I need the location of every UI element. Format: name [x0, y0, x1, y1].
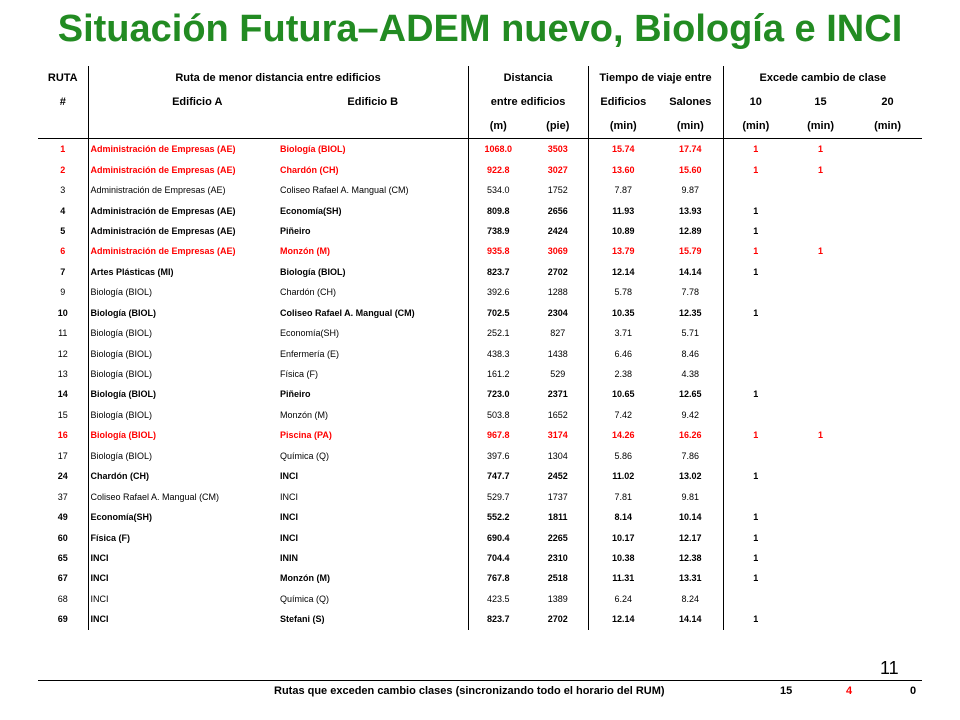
cell-distancia-pie: 1652 — [547, 409, 568, 420]
cell-distancia-pie: 1288 — [547, 287, 568, 298]
cell-distancia-pie: 2452 — [547, 471, 568, 482]
cell-excede-10: 1 — [723, 568, 788, 588]
cell-distancia-m: 690.4 — [468, 527, 528, 547]
cell-edificio-b: INCI — [280, 471, 298, 482]
page-number: 11 — [880, 658, 899, 678]
cell-tiempo-edificios: 5.86 — [588, 446, 658, 466]
cell-edificio-a: Administración de Empresas (AE) — [88, 221, 278, 241]
cell-edificio-a: Biología (BIOL) — [88, 303, 278, 323]
cell-excede-20 — [853, 282, 922, 302]
cell-distancia-pie: 2656 — [547, 205, 568, 216]
cell-edificio-b: Física (F) — [280, 369, 318, 380]
cell-edificio-b: Chardón (CH) — [280, 287, 337, 298]
cell-distancia-m: 922.8 — [468, 159, 528, 179]
cell-distancia-pie: 529 — [550, 369, 566, 380]
cell-excede-10: 1 — [723, 303, 788, 323]
table-row — [38, 343, 922, 363]
cell-excede-15 — [788, 384, 853, 404]
cell-route-number: 67 — [57, 573, 68, 584]
cell-distancia-pie: 1304 — [547, 450, 568, 461]
cell-distancia-pie: 3174 — [547, 430, 568, 441]
routes-table — [38, 66, 922, 630]
cell-edificio-b: Química (Q) — [280, 593, 330, 604]
table-row — [38, 507, 922, 527]
footer-label: Rutas que exceden cambio clases (sincronizando todo el horario del RUM) — [274, 685, 665, 697]
header-empty — [88, 114, 468, 139]
cell-excede-10: 1 — [723, 159, 788, 179]
cell-edificio-a: Artes Plásticas (MI) — [88, 262, 278, 282]
header-unit-min: (min) — [658, 114, 723, 139]
cell-edificio-a: Biología (BIOL) — [88, 405, 278, 425]
cell-edificio-a: Administración de Empresas (AE) — [88, 139, 278, 160]
cell-tiempo-edificios: 5.78 — [588, 282, 658, 302]
cell-distancia-m: 738.9 — [468, 221, 528, 241]
cell-tiempo-edificios: 7.81 — [588, 486, 658, 506]
cell-tiempo-salones: 17.74 — [679, 144, 702, 155]
cell-excede-15 — [788, 466, 853, 486]
table-row — [38, 282, 922, 302]
cell-route-number: 11 — [58, 328, 68, 339]
header-ruta: RUTA — [47, 72, 78, 84]
cell-distancia-m: 723.0 — [468, 384, 528, 404]
cell-edificio-b: Monzón (M) — [280, 409, 329, 420]
cell-tiempo-edificios: 10.17 — [588, 527, 658, 547]
cell-tiempo-edificios: 6.24 — [588, 589, 658, 609]
header-unit-pie: (pie) — [528, 114, 588, 139]
cell-distancia-m: 823.7 — [468, 262, 528, 282]
cell-distancia-m: 392.6 — [468, 282, 528, 302]
cell-distancia-pie: 2265 — [547, 532, 568, 543]
cell-edificio-a: Biología (BIOL) — [88, 323, 278, 343]
cell-excede-20 — [853, 303, 922, 323]
cell-excede-20 — [853, 405, 922, 425]
cell-excede-20 — [853, 262, 922, 282]
cell-route-number: 14 — [57, 389, 68, 400]
table-row — [38, 241, 922, 261]
cell-distancia-m: 935.8 — [468, 241, 528, 261]
cell-distancia-pie: 3503 — [547, 144, 568, 155]
cell-tiempo-salones: 9.81 — [681, 491, 700, 502]
cell-tiempo-salones: 7.78 — [681, 287, 700, 298]
cell-route-number: 24 — [57, 471, 68, 482]
cell-route-number: 16 — [57, 430, 68, 441]
cell-distancia-pie: 3069 — [547, 246, 568, 257]
header-tiempo: Tiempo de viaje entre — [588, 66, 723, 90]
cell-tiempo-salones: 12.17 — [679, 532, 702, 543]
cell-excede-20 — [853, 446, 922, 466]
cell-tiempo-salones: 13.93 — [679, 205, 702, 216]
cell-excede-20 — [853, 507, 922, 527]
cell-excede-10: 1 — [723, 609, 788, 629]
cell-tiempo-edificios: 11.31 — [588, 568, 658, 588]
cell-excede-15 — [788, 262, 853, 282]
cell-distancia-pie: 1389 — [547, 593, 568, 604]
cell-route-number: 6 — [60, 246, 66, 257]
header-excede: Excede cambio de clase — [723, 66, 922, 90]
cell-edificio-b: Chardón (CH) — [280, 164, 339, 175]
table-row — [38, 323, 922, 343]
cell-distancia-pie: 827 — [550, 328, 566, 339]
header-unit-m: (m) — [468, 114, 528, 139]
footer-total-15: 4 — [846, 685, 853, 697]
header-20: 20 — [881, 96, 894, 108]
cell-distancia-pie: 1811 — [548, 512, 568, 523]
cell-excede-20 — [853, 384, 922, 404]
cell-route-number: 2 — [60, 164, 66, 175]
cell-tiempo-edificios: 12.14 — [588, 262, 658, 282]
cell-excede-10: 1 — [723, 262, 788, 282]
cell-excede-10 — [723, 364, 788, 384]
cell-tiempo-salones: 12.89 — [679, 225, 702, 236]
cell-excede-15 — [788, 364, 853, 384]
cell-distancia-m: 809.8 — [468, 200, 528, 220]
cell-tiempo-edificios: 13.60 — [588, 159, 658, 179]
cell-excede-20 — [853, 180, 922, 200]
header-unit-min: (min) — [723, 114, 788, 139]
cell-tiempo-salones: 5.71 — [681, 328, 700, 339]
cell-route-number: 4 — [60, 205, 66, 216]
cell-excede-15 — [788, 180, 853, 200]
cell-route-number: 69 — [57, 614, 68, 625]
header-unit-min: (min) — [853, 114, 922, 139]
cell-distancia-m: 423.5 — [468, 589, 528, 609]
cell-edificio-a: Física (F) — [88, 527, 278, 547]
cell-excede-15 — [788, 568, 853, 588]
table-row — [38, 159, 922, 179]
cell-excede-15 — [788, 323, 853, 343]
cell-route-number: 49 — [57, 512, 68, 523]
cell-tiempo-salones: 4.38 — [681, 369, 700, 380]
cell-edificio-a: INCI — [88, 548, 278, 568]
footer-total-20: 0 — [910, 685, 917, 697]
cell-tiempo-edificios: 12.14 — [588, 609, 658, 629]
cell-edificio-a: Administración de Empresas (AE) — [88, 200, 278, 220]
cell-tiempo-salones: 8.24 — [681, 593, 700, 604]
cell-tiempo-edificios: 3.71 — [588, 323, 658, 343]
cell-excede-10: 1 — [723, 200, 788, 220]
cell-route-number: 3 — [60, 185, 66, 196]
table-row — [38, 609, 922, 629]
cell-edificio-a: INCI — [88, 568, 278, 588]
cell-excede-10: 1 — [723, 384, 788, 404]
cell-distancia-m: 552.2 — [468, 507, 528, 527]
cell-excede-15 — [788, 507, 853, 527]
cell-distancia-pie: 1438 — [547, 348, 568, 359]
cell-distancia-pie: 2518 — [547, 573, 568, 584]
cell-excede-20 — [853, 425, 922, 445]
cell-excede-20 — [853, 200, 922, 220]
header-15: 15 — [814, 96, 827, 108]
table-row — [38, 405, 922, 425]
cell-excede-20 — [853, 589, 922, 609]
cell-edificio-a: Biología (BIOL) — [88, 364, 278, 384]
cell-excede-10 — [723, 323, 788, 343]
cell-edificio-b: Stefani (S) — [280, 614, 325, 625]
cell-tiempo-salones: 15.60 — [679, 164, 702, 175]
table-row — [38, 466, 922, 486]
table-row — [38, 139, 922, 160]
cell-edificio-b: Biología (BIOL) — [280, 266, 346, 277]
cell-edificio-b: ININ — [280, 552, 298, 563]
cell-excede-10: 1 — [723, 241, 788, 261]
cell-tiempo-edificios: 8.14 — [588, 507, 658, 527]
cell-tiempo-salones: 15.79 — [679, 246, 702, 257]
footer-totals — [38, 680, 922, 703]
cell-edificio-a: Chardón (CH) — [88, 466, 278, 486]
cell-excede-10: 1 — [723, 139, 788, 160]
cell-route-number: 7 — [60, 266, 66, 277]
cell-distancia-pie: 2304 — [547, 307, 568, 318]
cell-distancia-pie: 3027 — [547, 164, 568, 175]
table-row — [38, 262, 922, 282]
slide-title: Situación Futura–ADEM nuevo, Biología e INCI — [57, 8, 903, 50]
cell-tiempo-edificios: 7.87 — [588, 180, 658, 200]
cell-excede-20 — [853, 466, 922, 486]
cell-excede-10: 1 — [723, 507, 788, 527]
cell-excede-20 — [853, 527, 922, 547]
cell-distancia-pie: 1752 — [547, 185, 568, 196]
cell-route-number: 5 — [60, 225, 66, 236]
cell-excede-15: 1 — [818, 164, 824, 175]
cell-excede-20 — [853, 221, 922, 241]
cell-edificio-a: Administración de Empresas (AE) — [88, 159, 278, 179]
cell-edificio-b: Piñeiro — [280, 389, 311, 400]
cell-distancia-m: 767.8 — [468, 568, 528, 588]
cell-tiempo-salones: 8.46 — [681, 348, 700, 359]
table-row — [38, 303, 922, 323]
cell-tiempo-edificios: 6.46 — [588, 343, 658, 363]
cell-excede-10 — [723, 405, 788, 425]
cell-edificio-b: INCI — [280, 532, 298, 543]
header-edificio-b: Edificio B — [347, 96, 399, 108]
cell-edificio-b: Biología (BIOL) — [280, 144, 346, 155]
cell-excede-15: 1 — [818, 246, 824, 257]
cell-excede-15 — [788, 527, 853, 547]
cell-excede-10: 1 — [723, 221, 788, 241]
cell-excede-15 — [788, 343, 853, 363]
cell-excede-20 — [853, 139, 922, 160]
cell-route-number: 12 — [57, 348, 68, 359]
cell-excede-20 — [853, 486, 922, 506]
cell-excede-20 — [853, 609, 922, 629]
cell-excede-15 — [788, 200, 853, 220]
header-edificio-a: Edificio A — [88, 90, 278, 114]
cell-excede-10 — [723, 486, 788, 506]
cell-tiempo-edificios: 10.35 — [588, 303, 658, 323]
cell-excede-15 — [788, 446, 853, 466]
cell-route-number: 37 — [57, 491, 68, 502]
cell-excede-10: 1 — [723, 548, 788, 568]
header-entre-edificios: entre edificios — [468, 90, 588, 114]
cell-excede-10: 1 — [723, 425, 788, 445]
cell-distancia-pie: 2371 — [547, 389, 568, 400]
cell-edificio-b: Piñeiro — [280, 225, 311, 236]
cell-edificio-b: Química (Q) — [280, 450, 330, 461]
cell-tiempo-salones: 14.14 — [679, 266, 702, 277]
table-row — [38, 364, 922, 384]
cell-edificio-b: Piscina (PA) — [280, 430, 332, 441]
header-ruta-mas-corta: Ruta de menor distancia entre edificios — [88, 66, 468, 90]
cell-excede-20 — [853, 159, 922, 179]
cell-tiempo-edificios: 10.65 — [588, 384, 658, 404]
cell-tiempo-salones: 13.31 — [679, 573, 702, 584]
cell-distancia-pie: 2702 — [547, 614, 568, 625]
cell-route-number: 65 — [57, 552, 68, 563]
cell-distancia-pie: 2424 — [547, 225, 568, 236]
cell-edificio-a: Administración de Empresas (AE) — [88, 180, 278, 200]
cell-distancia-m: 702.5 — [468, 303, 528, 323]
cell-edificio-b: INCI — [280, 491, 298, 502]
header-empty — [38, 114, 88, 139]
cell-distancia-pie: 2702 — [547, 266, 568, 277]
cell-excede-10 — [723, 282, 788, 302]
cell-route-number: 68 — [57, 593, 68, 604]
table-row — [38, 568, 922, 588]
cell-edificio-b: Coliseo Rafael A. Mangual (CM) — [280, 185, 409, 196]
cell-excede-15 — [788, 405, 853, 425]
table-row — [38, 589, 922, 609]
cell-route-number: 13 — [57, 369, 68, 380]
cell-tiempo-edificios: 2.38 — [588, 364, 658, 384]
cell-distancia-m: 704.4 — [468, 548, 528, 568]
table-row — [38, 200, 922, 220]
cell-excede-15: 1 — [818, 430, 824, 441]
cell-edificio-a: Biología (BIOL) — [88, 384, 278, 404]
cell-distancia-m: 823.7 — [468, 609, 528, 629]
cell-tiempo-salones: 14.14 — [679, 614, 702, 625]
cell-excede-20 — [853, 548, 922, 568]
cell-tiempo-salones: 16.26 — [679, 430, 702, 441]
cell-excede-10 — [723, 343, 788, 363]
cell-distancia-m: 397.6 — [468, 446, 528, 466]
cell-tiempo-edificios: 11.02 — [588, 466, 658, 486]
cell-excede-15: 1 — [818, 144, 824, 155]
cell-tiempo-salones: 9.87 — [681, 185, 700, 196]
cell-edificio-a: Biología (BIOL) — [88, 282, 278, 302]
cell-excede-15 — [788, 303, 853, 323]
cell-tiempo-edificios: 10.89 — [588, 221, 658, 241]
cell-excede-20 — [853, 568, 922, 588]
cell-edificio-b: Monzón (M) — [280, 246, 330, 257]
cell-tiempo-salones: 12.38 — [679, 552, 702, 563]
cell-tiempo-salones: 12.65 — [679, 389, 702, 400]
cell-distancia-m: 252.1 — [468, 323, 528, 343]
cell-edificio-a: Biología (BIOL) — [88, 446, 278, 466]
cell-distancia-m: 503.8 — [468, 405, 528, 425]
cell-excede-10 — [723, 180, 788, 200]
cell-tiempo-salones: 7.86 — [681, 450, 700, 461]
cell-excede-20 — [853, 364, 922, 384]
cell-tiempo-edificios: 11.93 — [588, 200, 658, 220]
cell-tiempo-edificios: 10.38 — [588, 548, 658, 568]
table-row — [38, 180, 922, 200]
table-row — [38, 384, 922, 404]
cell-edificio-a: Administración de Empresas (AE) — [88, 241, 278, 261]
header-distancia: Distancia — [468, 66, 588, 90]
cell-distancia-m: 967.8 — [468, 425, 528, 445]
cell-tiempo-edificios: 15.74 — [588, 139, 658, 160]
cell-distancia-m: 529.7 — [468, 486, 528, 506]
cell-edificio-a: Economía(SH) — [88, 507, 278, 527]
cell-edificio-b: Economía(SH) — [280, 328, 340, 339]
cell-edificio-b: Economía(SH) — [280, 205, 342, 216]
cell-tiempo-edificios: 13.79 — [588, 241, 658, 261]
cell-distancia-pie: 2310 — [547, 552, 568, 563]
table-row — [38, 425, 922, 445]
table-row — [38, 527, 922, 547]
cell-distancia-m: 747.7 — [468, 466, 528, 486]
cell-edificio-b: Enfermería (E) — [280, 348, 340, 359]
cell-excede-15 — [788, 609, 853, 629]
cell-tiempo-edificios: 14.26 — [588, 425, 658, 445]
cell-distancia-m: 438.3 — [468, 343, 528, 363]
cell-tiempo-salones: 12.35 — [679, 307, 702, 318]
cell-route-number: 60 — [57, 532, 68, 543]
cell-excede-15 — [788, 486, 853, 506]
cell-edificio-a: Biología (BIOL) — [88, 425, 278, 445]
cell-edificio-a: Coliseo Rafael A. Mangual (CM) — [88, 486, 278, 506]
table-row — [38, 548, 922, 568]
cell-distancia-m: 161.2 — [468, 364, 528, 384]
cell-route-number: 17 — [57, 450, 68, 461]
cell-distancia-m: 1068.0 — [468, 139, 528, 160]
header-unit-min: (min) — [788, 114, 853, 139]
cell-route-number: 15 — [57, 409, 68, 420]
cell-distancia-m: 534.0 — [468, 180, 528, 200]
cell-excede-15 — [788, 548, 853, 568]
footer-total-10: 15 — [780, 685, 793, 697]
cell-distancia-pie: 1737 — [547, 491, 568, 502]
cell-tiempo-edificios: 7.42 — [588, 405, 658, 425]
cell-tiempo-salones: 9.42 — [681, 409, 700, 420]
cell-excede-20 — [853, 343, 922, 363]
cell-edificio-a: INCI — [88, 609, 278, 629]
cell-excede-10: 1 — [723, 527, 788, 547]
cell-excede-10 — [723, 446, 788, 466]
cell-route-number: 1 — [60, 144, 66, 155]
cell-excede-10: 1 — [723, 466, 788, 486]
cell-excede-15 — [788, 282, 853, 302]
cell-tiempo-salones: 10.14 — [679, 512, 702, 523]
cell-route-number: 9 — [60, 287, 66, 298]
cell-excede-15 — [788, 589, 853, 609]
cell-route-number: 10 — [57, 307, 68, 318]
cell-edificio-b: INCI — [280, 512, 298, 523]
header-salones: Salones — [669, 96, 712, 108]
cell-excede-15 — [788, 221, 853, 241]
cell-excede-10 — [723, 589, 788, 609]
cell-edificio-b: Monzón (M) — [280, 573, 330, 584]
table-row — [38, 486, 922, 506]
header-unit-min: (min) — [588, 114, 658, 139]
cell-tiempo-salones: 13.02 — [679, 471, 702, 482]
cell-edificio-b: Coliseo Rafael A. Mangual (CM) — [280, 307, 415, 318]
table-row — [38, 221, 922, 241]
header-num: # — [59, 96, 66, 108]
cell-edificio-a: INCI — [88, 589, 278, 609]
cell-excede-20 — [853, 323, 922, 343]
cell-excede-20 — [853, 241, 922, 261]
table-row — [38, 446, 922, 466]
header-10: 10 — [723, 90, 788, 114]
cell-edificio-a: Biología (BIOL) — [88, 343, 278, 363]
header-edificios: Edificios — [588, 90, 658, 114]
